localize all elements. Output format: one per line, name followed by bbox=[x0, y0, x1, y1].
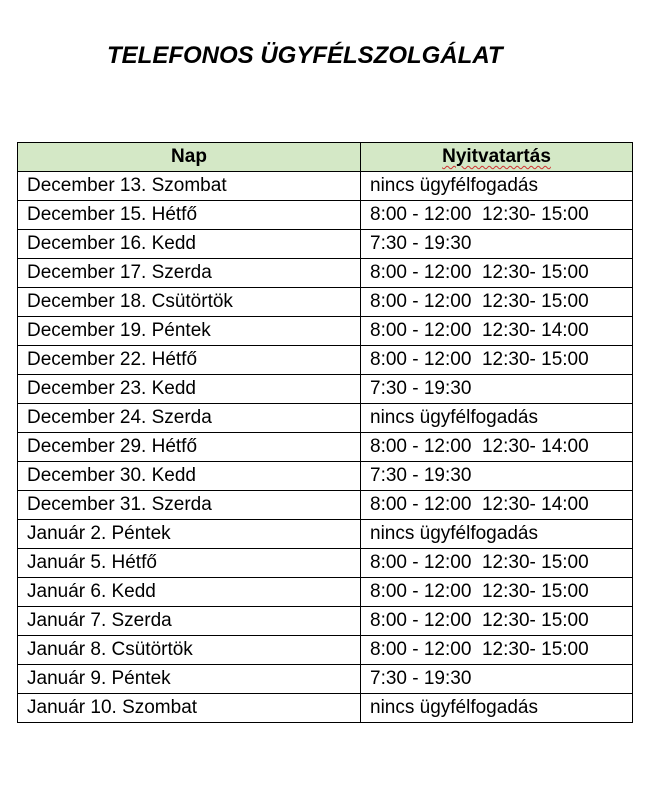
day-cell: December 18. Csütörtök bbox=[18, 288, 361, 317]
table-row bbox=[18, 259, 633, 288]
day-cell: Január 7. Szerda bbox=[18, 607, 361, 636]
day-cell: December 13. Szombat bbox=[18, 172, 361, 201]
column-header-opening-hours bbox=[361, 143, 633, 172]
table-row bbox=[18, 433, 633, 462]
opening-hours-cell: 8:00 - 12:00 12:30- 15:00 bbox=[361, 259, 633, 288]
table-row bbox=[18, 404, 633, 433]
opening-hours-cell: 8:00 - 12:00 12:30- 15:00 bbox=[361, 607, 633, 636]
day-cell: December 31. Szerda bbox=[18, 491, 361, 520]
day-cell: December 30. Kedd bbox=[18, 462, 361, 491]
day-cell: December 17. Szerda bbox=[18, 259, 361, 288]
day-cell: December 24. Szerda bbox=[18, 404, 361, 433]
opening-hours-cell: nincs ügyfélfogadás bbox=[361, 404, 633, 433]
opening-hours-cell: 8:00 - 12:00 12:30- 15:00 bbox=[361, 549, 633, 578]
table-row bbox=[18, 317, 633, 346]
opening-hours-cell: 7:30 - 19:30 bbox=[361, 375, 633, 404]
table-row bbox=[18, 230, 633, 259]
day-cell: Január 6. Kedd bbox=[18, 578, 361, 607]
opening-hours-cell: 8:00 - 12:00 12:30- 14:00 bbox=[361, 491, 633, 520]
day-cell: Január 8. Csütörtök bbox=[18, 636, 361, 665]
table-row bbox=[18, 665, 633, 694]
opening-hours-cell: nincs ügyfélfogadás bbox=[361, 694, 633, 723]
opening-hours-cell: 7:30 - 19:30 bbox=[361, 665, 633, 694]
column-header-opening-hours-label: Nyitvatartás bbox=[442, 146, 551, 167]
table-row bbox=[18, 607, 633, 636]
table-row bbox=[18, 288, 633, 317]
table-row bbox=[18, 549, 633, 578]
table-row bbox=[18, 201, 633, 230]
day-cell: December 29. Hétfő bbox=[18, 433, 361, 462]
table-row bbox=[18, 578, 633, 607]
opening-hours-cell: 7:30 - 19:30 bbox=[361, 462, 633, 491]
table-row bbox=[18, 636, 633, 665]
day-cell: Január 5. Hétfő bbox=[18, 549, 361, 578]
table-row bbox=[18, 462, 633, 491]
opening-hours-cell: 8:00 - 12:00 12:30- 15:00 bbox=[361, 201, 633, 230]
opening-hours-cell: 8:00 - 12:00 12:30- 15:00 bbox=[361, 346, 633, 375]
day-cell: Január 10. Szombat bbox=[18, 694, 361, 723]
opening-hours-cell: 8:00 - 12:00 12:30- 15:00 bbox=[361, 578, 633, 607]
day-cell: December 19. Péntek bbox=[18, 317, 361, 346]
table-row bbox=[18, 694, 633, 723]
table-row bbox=[18, 520, 633, 549]
day-cell: Január 2. Péntek bbox=[18, 520, 361, 549]
opening-hours-cell: 8:00 - 12:00 12:30- 14:00 bbox=[361, 433, 633, 462]
opening-hours-cell: 8:00 - 12:00 12:30- 15:00 bbox=[361, 636, 633, 665]
opening-hours-cell: 7:30 - 19:30 bbox=[361, 230, 633, 259]
table-row bbox=[18, 172, 633, 201]
day-cell: December 16. Kedd bbox=[18, 230, 361, 259]
day-cell: Január 9. Péntek bbox=[18, 665, 361, 694]
table-row bbox=[18, 375, 633, 404]
page-title: TELEFONOS ÜGYFÉLSZOLGÁLAT bbox=[107, 42, 503, 69]
column-header-day: Nap bbox=[18, 143, 361, 172]
day-cell: December 23. Kedd bbox=[18, 375, 361, 404]
table-row bbox=[18, 346, 633, 375]
table-row bbox=[18, 491, 633, 520]
opening-hours-cell: 8:00 - 12:00 12:30- 15:00 bbox=[361, 288, 633, 317]
day-cell: December 15. Hétfő bbox=[18, 201, 361, 230]
day-cell: December 22. Hétfő bbox=[18, 346, 361, 375]
schedule-table bbox=[17, 142, 633, 723]
schedule-table-body bbox=[18, 172, 633, 723]
table-header-row bbox=[18, 143, 633, 172]
opening-hours-cell: nincs ügyfélfogadás bbox=[361, 520, 633, 549]
opening-hours-cell: 8:00 - 12:00 12:30- 14:00 bbox=[361, 317, 633, 346]
opening-hours-cell: nincs ügyfélfogadás bbox=[361, 172, 633, 201]
